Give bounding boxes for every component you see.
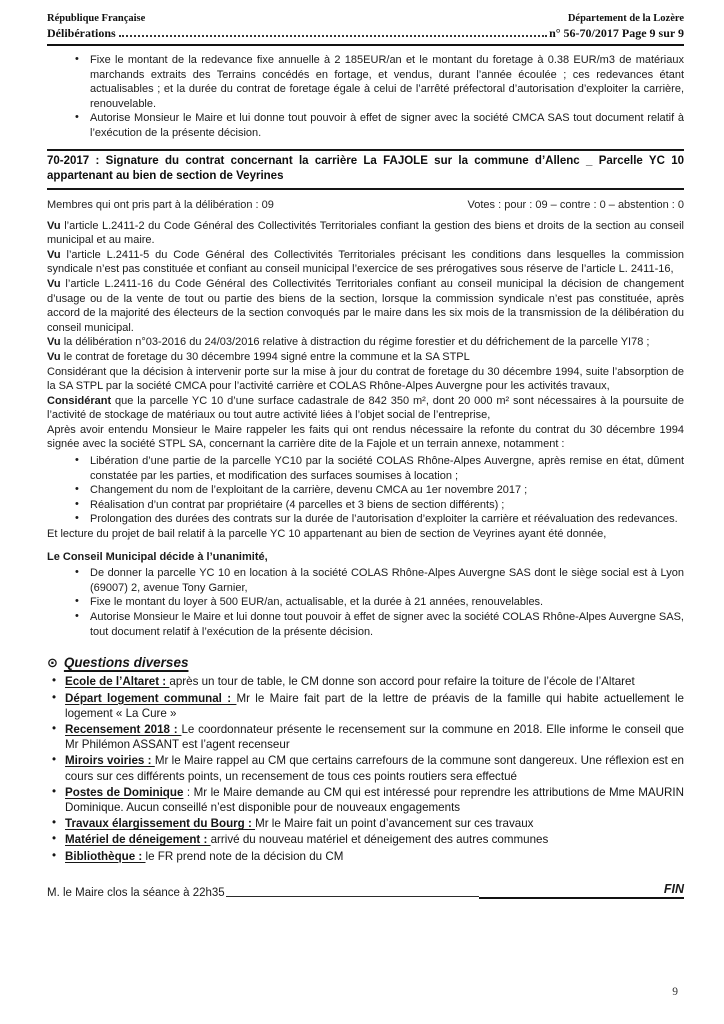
question-lead: Postes de Dominique (65, 785, 184, 799)
question-lead: Bibliothèque : (65, 849, 146, 863)
question-item (65, 849, 684, 864)
paragraph (47, 219, 684, 248)
paragraph-lead: Vu (47, 336, 61, 349)
deliberation-title: 70-2017 : Signature du contrat concernant la carrière La FAJOLE sur la commune d’Allenc _ Parcelle YC 10 appartenant au bien de section de Veyrines (47, 154, 684, 182)
question-item (65, 785, 684, 815)
bullet-text: Libération d’une partie de la parcelle YC10 par la société COLAS Rhône-Alpes Auvergne, après remise en état, dûment constatée par les parties, et modification des surfaces soumises à location ; (90, 455, 684, 482)
deliberation-meta (47, 199, 684, 211)
paragraph-lead: Vu (47, 277, 61, 290)
lecture-text: Et lecture du projet de bail relatif à la parcelle YC 10 appartenant au bien de section de Veyrines ayant été donnée, (47, 528, 607, 541)
decision-heading-text: Le Conseil Municipal décide à l’unanimité, (47, 550, 268, 563)
deliberation-body (47, 219, 684, 453)
paragraph-text: l’article L.2411-16 du Code Général des Collectivités Territoriales confiant au conseil municipal la décision de changement d’usage ou de la vente de tout ou partie des biens de la section, lorsque la commission syndicale n’est pas constituée, après accord de la majorité des électeurs de la section convoqués par le maire dans les six mois de la transmission de la délibération du conseil municipal. (47, 277, 684, 334)
bullet-item (90, 595, 684, 610)
bullet-item (90, 111, 684, 140)
question-text: après un tour de table, le CM donne son accord pour refaire la toiture de l’école de l’Altaret (169, 675, 635, 689)
question-text: : Mr le Maire demande au CM qui est intéressé pour reprendre les attributions de Mme MAURIN Dominique. Aucun conseillé n’est disponible pour de nouveaux engagements (65, 785, 684, 815)
bullet-item (90, 53, 684, 111)
bullet-text: Autorise Monsieur le Maire et lui donne tout pouvoir à effet de signer avec la société CMCA SAS tout document relatif à l’exécution de la présente décision. (90, 112, 684, 139)
paragraph-lead: Considérant (47, 394, 112, 407)
questions-diverses-section (47, 655, 684, 864)
question-item (65, 753, 684, 783)
paragraph-lead: Vu (47, 350, 61, 363)
bullet-item (90, 610, 684, 639)
bullet-text: De donner la parcelle YC 10 en location à la société COLAS Rhône-Alpes Auvergne SAS dont le siège social est à Lyon (69007) 2, avenue Tony Garnier, (90, 567, 684, 594)
paragraph (47, 277, 684, 335)
paragraph-lead: Vu (47, 219, 61, 232)
decision-bullet-list (47, 566, 684, 639)
question-lead: Recensement 2018 : (65, 723, 182, 736)
header-left: République Française (47, 13, 146, 24)
question-item (65, 816, 684, 831)
question-lead: Matériel de déneigement : (65, 833, 211, 847)
bullet-text: Prolongation des durées des contrats sur la durée de l’autorisation d’exploiter la carrière et réévaluation des redevances. (90, 513, 678, 526)
paragraph (47, 394, 684, 423)
dotted-leader (119, 35, 547, 37)
paragraph-text: le contrat de foretage du 30 décembre 1994 signé entre la commune et la SA STPL (60, 350, 470, 363)
votes-summary: Votes : pour : 09 – contre : 0 – abstention : 0 (467, 198, 684, 211)
questions-diverses-heading (47, 655, 684, 670)
question-lead: Ecole de l’Altaret : (65, 675, 170, 689)
bullet-text: Réalisation d’un contrat par propriétaire (4 parcelles et 3 biens de section différents) ; (90, 498, 505, 511)
question-text: Mr le Maire fait un point d’avancement sur ces travaux (255, 817, 534, 831)
questions-list (47, 674, 684, 863)
question-item (65, 832, 684, 847)
question-lead: Travaux élargissement du Bourg : (65, 817, 256, 831)
question-item (65, 674, 684, 689)
bullet-item (90, 483, 684, 498)
question-text: arrivé du nouveau matériel et déneigement des autres communes (210, 833, 549, 847)
signature-blank-line (226, 896, 479, 897)
paragraph-lead: Vu (47, 248, 61, 261)
page-number: 9 (672, 986, 678, 998)
closing-text: M. le Maire clos la séance à 22h35 (47, 886, 225, 899)
paragraph-text: l’article L.2411-2 du Code Général des Collectivités Territoriales confiant la gestion des biens et droits de la section au conseil municipal et au maire. (47, 219, 684, 247)
bullet-item (90, 498, 684, 513)
paragraph (47, 350, 684, 365)
intro-bullet-list (47, 53, 684, 141)
paragraph (47, 248, 684, 277)
closing-row (47, 882, 684, 899)
header-right: Département de la Lozère (567, 13, 684, 24)
paragraph-text: que la parcelle YC 10 d’une surface cadastrale de 842 350 m², dont 20 000 m² sont nécessaires à la poursuite de l’activité de stockage de matériaux ou tout autre activité liées à l’objet social de l’entreprise, (47, 394, 684, 422)
question-text: Mr le Maire fait part de la lettre de préavis de la famille qui habite actuellement le logement « La Cure » (65, 691, 685, 720)
paragraph (47, 423, 684, 452)
page-header (47, 13, 684, 46)
bullet-text: Autorise Monsieur le Maire et lui donne tout pouvoir à effet de signer avec la société COLAS Rhône-Alpes Auvergne SAS, tout document relatif à l’exécution de la présente décision. (90, 611, 684, 638)
question-lead: Miroirs voiries : (65, 754, 155, 768)
question-lead: Départ logement communal : (65, 691, 237, 705)
members-count: Membres qui ont pris part à la délibération : 09 (47, 198, 274, 211)
questions-diverses-title: Questions diverses (63, 655, 189, 671)
question-text: Le coordonnateur présente le recensement sur la commune en 2018. Elle informe le conseil que Mr Philémon ASSANT est l’agent recenseur (65, 723, 684, 752)
question-text: Mr le Maire rappel au CM que certains carrefours de la commune sont dangereux. Une réflexion est en cours sur ces différents points, un recensement de tous ces points routiers sera effectué (65, 754, 684, 783)
question-text: le FR prend note de la décision du CM (145, 849, 344, 863)
paragraph-text: la délibération n°03-2016 du 24/03/2016 relative à distraction du régime forestier et du défrichement de la parcelle YI78 ; (60, 336, 650, 349)
circled-dot-icon: ⊙ (47, 655, 58, 671)
doc-reference: n° 56-70/2017 Page 9 sur 9 (549, 26, 684, 40)
paragraph (47, 335, 684, 350)
paragraph-text: Considérant que la décision à intervenir porte sur la mise à jour du contrat de foretage du 30 décembre 1994, suite l’absorption de la SA STPL par la société CMCA pour l’activité carrière et COLAS Rhône-Alpes Auvergne pour les activités travaux, (47, 365, 684, 393)
paragraph-text: l’article L.2411-5 du Code Général des Collectivités Territoriales précisant les conditions dans lesquelles la commission syndicale n’est pas constituée et confiant au conseil municipal l’exercice de ses prérogatives sous réserve de l’article L. 2411-16, (47, 248, 684, 276)
paragraph (47, 365, 684, 394)
bullet-text: Changement du nom de l’exploitant de la carrière, devenu CMCA au 1er novembre 2017 ; (90, 484, 528, 497)
doc-label: Délibérations (47, 26, 116, 40)
bullet-item (90, 566, 684, 595)
notamment-bullet-list (47, 454, 684, 527)
deliberation-heading (47, 149, 684, 190)
question-item (65, 691, 684, 721)
bullet-item (90, 512, 684, 527)
paragraph-text: Après avoir entendu Monsieur le Maire rappeler les faits qui ont rendus nécessaire la refonte du contrat du 30 décembre 1994 signée avec la société STPL SA, concernant la carrière dite de la Fajole et un terrain annexe, notamment : (47, 423, 684, 451)
header-rule (47, 44, 684, 46)
lecture-paragraph (47, 527, 684, 542)
fin-label: FIN (479, 882, 684, 899)
question-item (65, 722, 684, 752)
bullet-item (90, 454, 684, 483)
decision-heading (47, 550, 684, 565)
bullet-text: Fixe le montant de la redevance fixe annuelle à 2 185EUR/an et le montant du foretage à 0.38 EUR/m3 de matériaux marchands extraits des Terrains concédés en fortage, et vendus, durant l’année écoulée ; ces redevances étant actualisables ; et la durée du contrat de foretage égale à celui de l’arrêté préfectoral d’autorisation d’exploiter la carrière, renouvelable. (90, 54, 684, 110)
bullet-text: Fixe le montant du loyer à 500 EUR/an, actualisable, et la durée à 21 années, renouvelables. (90, 596, 544, 609)
